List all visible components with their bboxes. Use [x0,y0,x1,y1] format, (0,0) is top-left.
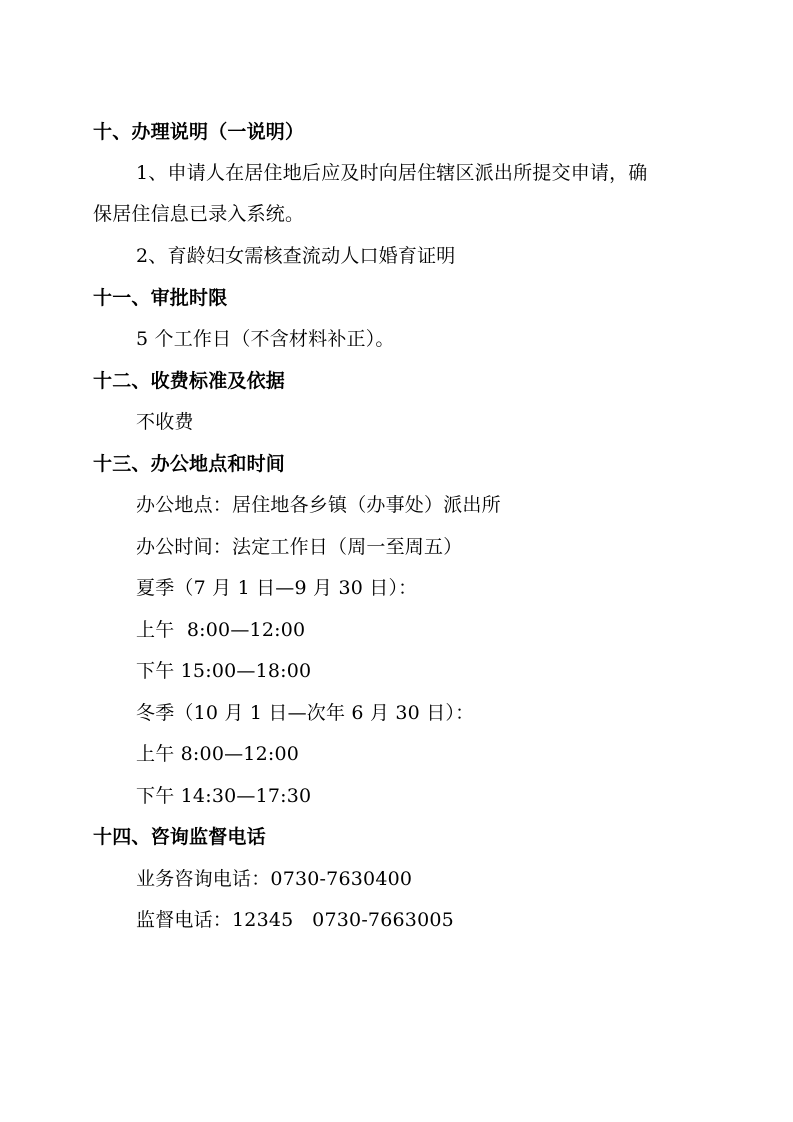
paragraph-line: 业务咨询电话：0730-7630400 [136,868,413,890]
paragraph-line: 下午 15:00—18:00 [136,660,312,682]
paragraph-line: 5 个工作日（不含材料补正）。 [136,328,395,350]
paragraph-line: 监督电话：12345 0730-7663005 [136,909,454,931]
paragraph-line: 下午 14:30—17:30 [136,785,312,807]
section-heading: 十四、咨询监督电话 [93,826,266,848]
section-heading: 十二、收费标准及依据 [93,370,286,392]
paragraph-line: 保居住信息已录入系统。 [93,203,305,225]
section-heading: 十一、审批时限 [93,287,228,309]
paragraph-line: 夏季（7 月 1 日—9 月 30 日）： [136,577,418,599]
paragraph-line: 不收费 [136,411,194,433]
paragraph-line: 办公时间：法定工作日（周一至周五） [136,536,463,558]
paragraph-line: 上午 8:00—12:00 [136,743,300,765]
paragraph-line: 办公地点：居住地各乡镇（办事处）派出所 [136,494,501,516]
paragraph-line: 1、申请人在居住地后应及时向居住辖区派出所提交申请，确 [136,162,648,184]
paragraph-line: 上午 8:00—12:00 [136,619,306,641]
section-heading: 十、办理说明（一说明） [93,121,305,143]
paragraph-line: 2、育龄妇女需核查流动人口婚育证明 [136,245,456,267]
paragraph-line: 冬季（10 月 1 日—次年 6 月 30 日）： [136,702,475,724]
section-heading: 十三、办公地点和时间 [93,453,286,475]
